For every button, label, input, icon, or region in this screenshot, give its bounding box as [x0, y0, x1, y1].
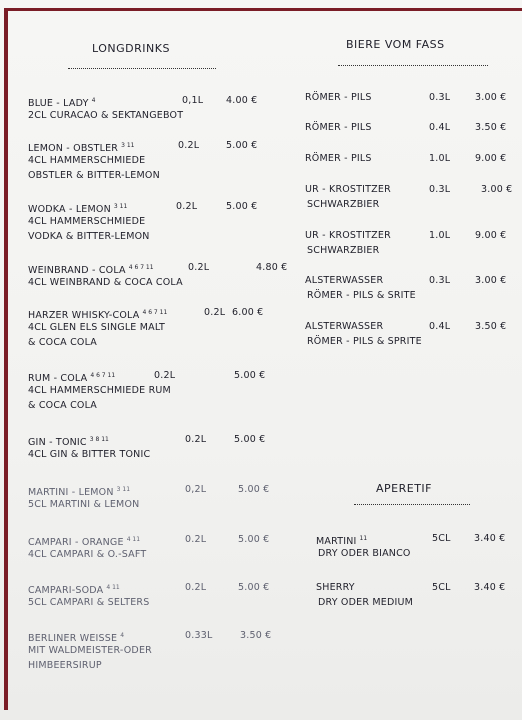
- bier-name: RÖMER - PILS: [305, 92, 372, 103]
- longdrink-description: 4CL HAMMERSCHMIEDE RUM: [28, 385, 171, 396]
- bier-name: UR - KROSTITZER: [305, 184, 391, 195]
- longdrink-allergen-codes: 3 11: [121, 142, 135, 149]
- bier-description: SCHWARZBIER: [307, 199, 380, 210]
- longdrink-size: 0,2L: [185, 484, 207, 495]
- bier-name: RÖMER - PILS: [305, 153, 372, 164]
- longdrink-size: 0.2L: [204, 307, 226, 318]
- bier-item: [305, 182, 515, 212]
- longdrink-allergen-codes: 4 11: [106, 584, 120, 591]
- longdrink-name: MARTINI - LEMON $^{3 11}$: [28, 486, 131, 499]
- aperetif-description: DRY ODER BIANCO: [318, 548, 411, 559]
- longdrink-description: 2CL CURACAO & SEKTANGEBOT: [28, 110, 184, 121]
- aperetif-price: 3.40 €: [474, 533, 506, 544]
- longdrink-name: BERLINER WEISSE $^4$: [28, 632, 125, 645]
- longdrink-size: 0.2L: [178, 140, 200, 151]
- longdrink-price: 5.00 €: [234, 370, 266, 381]
- longdrink-allergen-codes: 4: [91, 97, 96, 104]
- longdrink-description: 5CL CAMPARI & SELTERS: [28, 597, 150, 608]
- longdrink-item: [28, 260, 288, 290]
- longdrink-name: CAMPARI - ORANGE $^{4 11}$: [28, 536, 141, 549]
- bier-price: 3.00 €: [481, 184, 513, 195]
- longdrink-description: VODKA & BITTER-LEMON: [28, 231, 150, 242]
- aperetif-divider: [354, 504, 470, 505]
- bier-name: RÖMER - PILS: [305, 122, 372, 133]
- longdrink-allergen-codes: 4 11: [126, 536, 141, 543]
- longdrink-size: 0.33L: [185, 630, 213, 641]
- bier-price: 3.00 €: [475, 92, 507, 103]
- longdrink-allergen-codes: 4 6 7 11: [142, 309, 168, 316]
- page-border-top: [4, 8, 522, 11]
- longdrink-description: OBSTLER & BITTER-LEMON: [28, 170, 160, 181]
- bier-description: RÖMER - PILS & SPRITE: [307, 336, 422, 347]
- bier-item: [305, 319, 515, 349]
- longdrink-price: 5.00 €: [238, 484, 270, 495]
- longdrink-description: 4CL GLEN ELS SINGLE MALT: [28, 322, 166, 333]
- longdrink-description: & COCA COLA: [28, 400, 98, 411]
- longdrinks-heading: LONGDRINKS: [92, 42, 170, 55]
- longdrink-name: WEINBRAND - COLA $^{4 6 7 11}$: [28, 264, 154, 277]
- aperetif-name: MARTINI $^{11}$: [316, 535, 368, 548]
- longdrink-size: 0.2L: [154, 370, 176, 381]
- bier-name: ALSTERWASSER: [305, 321, 384, 332]
- longdrink-name: BLUE - LADY $^4$: [28, 97, 96, 110]
- longdrink-size: 0.2L: [176, 201, 198, 212]
- longdrink-allergen-codes: 3 8 11: [89, 436, 109, 443]
- longdrink-item: [28, 93, 278, 123]
- bier-item: [305, 120, 515, 135]
- aperetif-size: 5CL: [432, 582, 451, 593]
- bier-price: 3.50 €: [475, 122, 507, 133]
- bier-item: [305, 151, 515, 166]
- aperetif-item: [316, 580, 516, 610]
- longdrink-allergen-codes: 4 6 7 11: [128, 264, 154, 271]
- longdrink-item: [28, 138, 278, 183]
- longdrink-allergen-codes: 3 11: [113, 203, 128, 210]
- longdrink-size: 0,1L: [182, 95, 204, 106]
- longdrink-item: [28, 628, 278, 673]
- longdrink-price: 5.00 €: [238, 534, 270, 545]
- longdrinks-divider: [68, 68, 216, 69]
- longdrink-name: WODKA - LEMON $^{3 11}$: [28, 203, 128, 216]
- longdrink-description: HIMBEERSIRUP: [28, 660, 102, 671]
- longdrink-description: 4CL GIN & BITTER TONIC: [28, 449, 151, 460]
- bier-size: 1.0L: [429, 153, 451, 164]
- longdrink-price: 3.50 €: [240, 630, 272, 641]
- bier-price: 3.00 €: [475, 275, 507, 286]
- page-border-left: [4, 10, 8, 710]
- bier-size: 0.3L: [429, 275, 451, 286]
- longdrink-name: RUM - COLA $^{4 6 7 11}$: [28, 372, 116, 385]
- longdrink-size: 0.2L: [185, 582, 207, 593]
- aperetif-heading: APERETIF: [376, 482, 432, 495]
- longdrink-item: [28, 305, 278, 350]
- longdrink-description: 4CL CAMPARI & O.-SAFT: [28, 549, 147, 560]
- bier-description: RÖMER - PILS & SRITE: [307, 290, 416, 301]
- longdrink-item: [28, 432, 278, 462]
- bier-name: UR - KROSTITZER: [305, 230, 391, 241]
- longdrink-item: [28, 368, 278, 413]
- longdrink-price: 5.00 €: [238, 582, 270, 593]
- bier-price: 9.00 €: [475, 153, 507, 164]
- longdrink-description: & COCA COLA: [28, 337, 98, 348]
- longdrink-description: 5CL MARTINI & LEMON: [28, 499, 140, 510]
- longdrink-description: 4CL HAMMERSCHMIEDE: [28, 155, 146, 166]
- bier-item: [305, 273, 515, 303]
- aperetif-item: [316, 531, 516, 561]
- bier-size: 1.0L: [429, 230, 451, 241]
- longdrink-price: 5.00 €: [226, 201, 258, 212]
- longdrink-allergen-codes: 4: [120, 632, 125, 639]
- longdrink-allergen-codes: 3 11: [116, 486, 131, 493]
- longdrink-price: 5.00 €: [226, 140, 258, 151]
- aperetif-price: 3.40 €: [474, 582, 506, 593]
- bier-item: [305, 228, 515, 258]
- longdrink-name: LEMON - OBSTLER $^{3 11}$: [28, 142, 135, 155]
- aperetif-name: SHERRY: [316, 582, 355, 593]
- longdrink-price: 5.00 €: [234, 434, 266, 445]
- aperetif-allergen-codes: 11: [359, 535, 368, 542]
- bier-price: 9.00 €: [475, 230, 507, 241]
- longdrink-name: HARZER WHISKY-COLA $^{4 6 7 11}$: [28, 309, 168, 322]
- aperetif-size: 5CL: [432, 533, 451, 544]
- longdrink-description: 4CL HAMMERSCHMIEDE: [28, 216, 146, 227]
- biere-heading: BIERE VOM FASS: [346, 38, 445, 51]
- longdrink-item: [28, 580, 278, 610]
- bier-size: 0.4L: [429, 321, 451, 332]
- longdrink-allergen-codes: 4 6 7 11: [90, 372, 116, 379]
- longdrink-item: [28, 199, 278, 244]
- aperetif-description: DRY ODER MEDIUM: [318, 597, 414, 608]
- longdrink-name: GIN - TONIC $^{3 8 11}$: [28, 436, 109, 449]
- longdrink-description: 4CL WEINBRAND & COCA COLA: [28, 277, 183, 288]
- bier-description: SCHWARZBIER: [307, 245, 380, 256]
- longdrink-size: 0.2L: [185, 434, 207, 445]
- longdrink-price: 4.80 €: [256, 262, 288, 273]
- bier-size: 0.4L: [429, 122, 451, 133]
- longdrink-item: [28, 482, 278, 512]
- longdrink-size: 0.2L: [188, 262, 210, 273]
- bier-price: 3.50 €: [475, 321, 507, 332]
- bier-size: 0.3L: [429, 92, 451, 103]
- longdrink-price: 4.00 €: [226, 95, 258, 106]
- bier-name: ALSTERWASSER: [305, 275, 384, 286]
- biere-divider: [338, 65, 488, 66]
- longdrink-size: 0.2L: [185, 534, 207, 545]
- longdrink-description: MIT WALDMEISTER-ODER: [28, 645, 152, 656]
- longdrink-item: [28, 532, 278, 562]
- longdrink-name: CAMPARI-SODA $^{4 11}$: [28, 584, 120, 597]
- bier-item: [305, 90, 515, 105]
- longdrink-price: 6.00 €: [232, 307, 264, 318]
- bier-size: 0.3L: [429, 184, 451, 195]
